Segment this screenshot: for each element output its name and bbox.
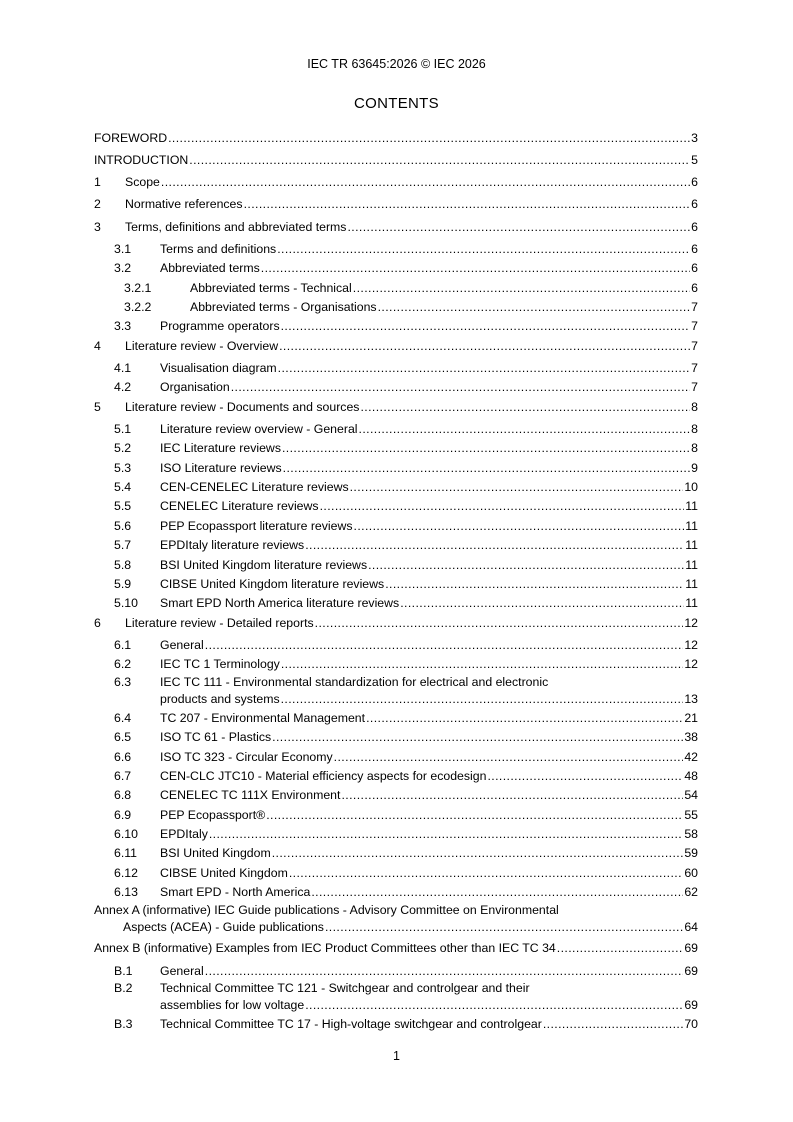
toc-entry-title: Terms, definitions and abbreviated terms (125, 219, 347, 234)
toc-entry-title: CENELEC TC 111X Environment (160, 788, 341, 803)
toc-leader-dots (261, 259, 690, 278)
toc-entry[interactable] (94, 536, 698, 555)
toc-entry[interactable] (94, 556, 698, 575)
toc-entry-title: PEP Ecopassport® (160, 807, 266, 822)
toc-entry-page: 59 (684, 846, 698, 861)
toc-entry[interactable] (94, 1015, 698, 1034)
toc-entry-number: 5.1 (114, 421, 132, 436)
toc-entry-line (114, 536, 698, 555)
toc-entry-page: 11 (685, 596, 698, 611)
toc-entry-line (114, 883, 698, 902)
toc-leader-dots (334, 748, 684, 767)
toc-leader-dots (205, 962, 684, 981)
toc-entry-title: Literature review - Detailed reports (125, 615, 314, 630)
toc-entry-title-continued: Aspects (ACEA) - Guide publications (123, 919, 324, 934)
toc-entry-page: 60 (684, 865, 698, 880)
toc-entry-line (114, 575, 698, 594)
toc-entry-title: FOREWORD (94, 130, 168, 145)
toc-entry-number: 3.2 (114, 261, 132, 276)
toc-entry[interactable] (94, 614, 698, 633)
toc-entry-page: 55 (684, 807, 698, 822)
toc-entry[interactable] (94, 575, 698, 594)
toc-entry-line (114, 864, 698, 883)
toc-leader-dots (305, 536, 684, 555)
toc-entry-title: CEN-CENELEC Literature reviews (160, 480, 349, 495)
toc-entry-line (114, 1015, 698, 1034)
toc-entry-line (114, 556, 698, 575)
toc-entry[interactable] (94, 675, 698, 709)
toc-entry-line (94, 173, 698, 192)
toc-entry-number: 6.3 (114, 674, 132, 689)
toc-entry-number: 6.1 (114, 637, 132, 652)
toc-leader-dots (543, 1015, 683, 1034)
toc-entry-title: CENELEC Literature reviews (160, 499, 319, 514)
toc-entry-title: Technical Committee TC 17 - High-voltage switchgear and controlgear (160, 1017, 542, 1031)
toc-entry-title: BSI United Kingdom literature reviews (160, 557, 368, 572)
toc-leader-dots (281, 655, 683, 674)
toc-leader-dots (347, 218, 690, 237)
toc-leader-dots (272, 728, 683, 747)
table-of-contents (94, 126, 698, 1034)
toc-entry-line (114, 786, 698, 805)
toc-entry-page: 6 (691, 219, 698, 234)
toc-entry-line (114, 728, 698, 747)
toc-entry-line (114, 806, 698, 825)
toc-entry-page: 69 (684, 941, 698, 956)
toc-entry-line (114, 748, 698, 767)
toc-entry-number: 5.7 (114, 538, 132, 553)
toc-leader-dots (281, 317, 691, 336)
toc-entry-page: 7 (691, 319, 698, 334)
toc-leader-dots (557, 939, 684, 958)
toc-entry-page: 12 (684, 615, 698, 630)
toc-entry-line (114, 962, 698, 981)
toc-entry-number: 6.8 (114, 788, 132, 803)
toc-entry-line (94, 195, 698, 214)
toc-leader-dots (311, 883, 683, 902)
document-header: IEC TR 63645:2026 © IEC 2026 (307, 57, 486, 71)
toc-entry-page: 7 (691, 380, 698, 395)
toc-entry-line (114, 655, 698, 674)
toc-entry-page: 6 (691, 261, 698, 276)
toc-entry-number: 6.12 (114, 865, 138, 880)
toc-entry[interactable] (94, 129, 698, 148)
toc-entry-page: 10 (684, 480, 698, 495)
toc-leader-dots (244, 195, 691, 214)
toc-entry-title: CEN-CLC JTC10 - Material efficiency aspects for ecodesign (160, 768, 487, 783)
toc-entry-page: 7 (691, 338, 698, 353)
toc-entry-page: 9 (691, 460, 698, 475)
toc-entry-title-line (94, 903, 698, 918)
toc-entry[interactable] (94, 981, 698, 1015)
toc-entry-line (114, 767, 698, 786)
toc-entry-number: B.1 (114, 963, 133, 978)
toc-leader-dots (315, 614, 684, 633)
toc-entry[interactable] (94, 240, 698, 259)
toc-leader-dots (168, 129, 690, 148)
toc-entry-number: 5 (94, 399, 101, 414)
page-number: 1 (393, 1049, 400, 1063)
toc-entry-page: 8 (691, 399, 698, 414)
toc-entry-page: 3 (691, 130, 698, 145)
toc-entry-number: 3 (94, 219, 101, 234)
toc-leader-dots (161, 173, 690, 192)
toc-leader-dots (305, 996, 683, 1015)
toc-entry-line (94, 129, 698, 148)
toc-entry-line (124, 298, 698, 317)
toc-leader-dots (279, 337, 690, 356)
toc-entry-page: 69 (684, 963, 698, 978)
toc-entry-line (114, 690, 698, 709)
toc-entry-title-line (114, 981, 698, 996)
toc-entry-page: 6 (691, 197, 698, 212)
toc-entry-number: 6.13 (114, 885, 138, 900)
toc-entry-line (114, 594, 698, 613)
contents-title: CONTENTS (354, 95, 439, 112)
toc-entry-line (114, 317, 698, 336)
toc-entry-title: Annex A (informative) IEC Guide publications - Advisory Committee on Environmental (94, 902, 559, 917)
toc-entry[interactable] (94, 378, 698, 397)
toc-entry[interactable] (94, 767, 698, 786)
toc-entry-title: Programme operators (160, 319, 280, 334)
toc-leader-dots (353, 279, 690, 298)
toc-entry-page: 54 (684, 788, 698, 803)
toc-entry-title-continued: assemblies for low voltage (160, 998, 305, 1012)
toc-entry[interactable] (94, 786, 698, 805)
toc-entry[interactable] (94, 151, 698, 170)
toc-entry-title: Literature review overview - General (160, 421, 358, 436)
toc-entry[interactable] (94, 864, 698, 883)
toc-entry[interactable] (94, 709, 698, 728)
toc-entry-number: 5.9 (114, 576, 132, 591)
toc-leader-dots (282, 439, 690, 458)
toc-entry-title: Terms and definitions (160, 241, 277, 256)
toc-entry-number: 5.3 (114, 460, 132, 475)
toc-leader-dots (487, 767, 683, 786)
toc-entry[interactable] (94, 317, 698, 336)
toc-entry-page: 11 (685, 557, 698, 572)
toc-entry-page: 6 (691, 241, 698, 256)
toc-entry-line (114, 459, 698, 478)
toc-entry-line (94, 398, 698, 417)
toc-entry[interactable] (94, 517, 698, 536)
toc-entry[interactable] (94, 439, 698, 458)
toc-entry-page: 8 (691, 441, 698, 456)
toc-entry-number: B.2 (114, 981, 133, 995)
toc-entry-page: 7 (691, 360, 698, 375)
toc-entry-line (114, 439, 698, 458)
toc-entry-number: 3.3 (114, 319, 132, 334)
toc-leader-dots (272, 844, 684, 863)
toc-entry-line (114, 497, 698, 516)
toc-leader-dots (266, 806, 683, 825)
toc-entry-number: 3.2.1 (124, 280, 152, 295)
toc-entry[interactable] (94, 655, 698, 674)
toc-entry-line (114, 478, 698, 497)
toc-entry-number: 6.9 (114, 807, 132, 822)
toc-entry-number: B.3 (114, 1017, 133, 1031)
toc-entry-page: 11 (685, 576, 698, 591)
toc-entry-title: ISO TC 61 - Plastics (160, 730, 272, 745)
toc-entry-page: 8 (691, 421, 698, 436)
toc-entry[interactable] (94, 218, 698, 237)
toc-entry-line (114, 359, 698, 378)
toc-entry-page: 12 (684, 657, 698, 672)
toc-entry-title: Visualisation diagram (160, 360, 277, 375)
toc-leader-dots (325, 918, 683, 937)
toc-entry[interactable] (94, 844, 698, 863)
toc-entry-page: 6 (691, 175, 698, 190)
toc-entry-page: 12 (684, 637, 698, 652)
toc-entry-number: 6.6 (114, 749, 132, 764)
toc-entry-title: CIBSE United Kingdom literature reviews (160, 576, 385, 591)
toc-entry-line (114, 709, 698, 728)
toc-entry[interactable] (94, 903, 698, 937)
toc-entry-page: 42 (684, 749, 698, 764)
toc-entry[interactable] (94, 459, 698, 478)
toc-leader-dots (354, 517, 685, 536)
toc-entry-line (114, 636, 698, 655)
toc-entry-line (114, 517, 698, 536)
toc-entry-title: General (160, 637, 204, 652)
toc-entry-page: 6 (691, 280, 698, 295)
toc-entry-line (114, 378, 698, 397)
toc-entry-page: 58 (684, 827, 698, 842)
toc-entry[interactable] (94, 173, 698, 192)
toc-entry-line (114, 844, 698, 863)
toc-leader-dots (277, 240, 690, 259)
toc-leader-dots (359, 420, 691, 439)
toc-entry-number: 6.7 (114, 768, 132, 783)
toc-leader-dots (385, 575, 684, 594)
toc-entry[interactable] (94, 748, 698, 767)
toc-entry-title: Annex B (informative) Examples from IEC Product Committees other than IEC TC 34 (94, 941, 556, 956)
toc-entry-page: 62 (684, 885, 698, 900)
toc-entry-number: 1 (94, 175, 101, 190)
toc-entry-number: 6.5 (114, 730, 132, 745)
toc-entry-line (94, 939, 698, 958)
toc-leader-dots (205, 636, 684, 655)
toc-entry-title: Abbreviated terms - Organisations (190, 299, 377, 314)
toc-leader-dots (350, 478, 684, 497)
toc-leader-dots (283, 459, 691, 478)
toc-entry[interactable] (94, 594, 698, 613)
toc-entry-title: Abbreviated terms (160, 261, 260, 276)
toc-leader-dots (281, 690, 684, 709)
toc-leader-dots (366, 709, 683, 728)
toc-entry-number: 6.11 (114, 846, 138, 861)
toc-leader-dots (189, 151, 690, 170)
toc-entry[interactable] (94, 883, 698, 902)
toc-entry-number: 5.6 (114, 518, 132, 533)
toc-entry-title-continued: products and systems (160, 691, 280, 706)
toc-entry[interactable] (94, 195, 698, 214)
toc-entry[interactable] (94, 728, 698, 747)
toc-entry-number: 6 (94, 615, 101, 630)
toc-entry-page: 48 (684, 768, 698, 783)
toc-entry-line (114, 825, 698, 844)
toc-entry-title: EPDItaly literature reviews (160, 538, 305, 553)
toc-leader-dots (360, 398, 690, 417)
toc-entry-title: TC 207 - Environmental Management (160, 710, 366, 725)
toc-entry-title: ISO Literature reviews (160, 460, 282, 475)
toc-entry[interactable] (94, 420, 698, 439)
toc-entry-title: Abbreviated terms - Technical (190, 280, 352, 295)
toc-entry[interactable] (94, 806, 698, 825)
toc-entry[interactable] (94, 939, 698, 958)
toc-entry-title-line (114, 675, 698, 690)
toc-entry-number: 5.5 (114, 499, 132, 514)
toc-entry[interactable] (94, 398, 698, 417)
toc-entry-page: 11 (685, 538, 698, 553)
toc-entry[interactable] (94, 962, 698, 981)
toc-entry[interactable] (94, 497, 698, 516)
toc-leader-dots (400, 594, 684, 613)
toc-entry-page: 11 (685, 499, 698, 514)
toc-entry-line (124, 279, 698, 298)
toc-entry[interactable] (94, 636, 698, 655)
toc-entry-number: 6.10 (114, 827, 138, 842)
toc-entry-page: 11 (685, 518, 698, 533)
toc-entry-title: IEC Literature reviews (160, 441, 281, 456)
toc-entry-title: Normative references (125, 197, 243, 212)
toc-entry-title: Scope (125, 175, 160, 190)
toc-entry-page: 21 (684, 710, 698, 725)
toc-entry-page: 38 (684, 730, 698, 745)
toc-entry-number: 4 (94, 338, 101, 353)
toc-entry-title: Smart EPD - North America (160, 885, 311, 900)
toc-entry-title: Organisation (160, 380, 230, 395)
toc-entry-number: 6.2 (114, 657, 132, 672)
toc-entry-title: INTRODUCTION (94, 152, 189, 167)
toc-entry-title: IEC TC 1 Terminology (160, 657, 280, 672)
toc-entry[interactable] (94, 825, 698, 844)
toc-leader-dots (378, 298, 691, 317)
toc-entry-line (94, 337, 698, 356)
toc-entry-number: 4.2 (114, 380, 132, 395)
toc-entry-title: ISO TC 323 - Circular Economy (160, 749, 333, 764)
toc-entry-number: 6.4 (114, 710, 132, 725)
toc-entry-title: EPDItaly (160, 827, 208, 842)
toc-leader-dots (320, 497, 685, 516)
toc-entry-line (94, 614, 698, 633)
toc-leader-dots (209, 825, 683, 844)
toc-entry-number: 5.2 (114, 441, 132, 456)
toc-entry-title: General (160, 963, 204, 978)
toc-entry[interactable] (94, 359, 698, 378)
toc-entry-number: 5.4 (114, 480, 132, 495)
toc-entry-title: IEC TC 111 - Environmental standardization for electrical and electronic (160, 674, 549, 689)
toc-leader-dots (289, 864, 683, 883)
toc-entry[interactable] (94, 478, 698, 497)
toc-entry-line (94, 218, 698, 237)
toc-entry-title: BSI United Kingdom (160, 846, 271, 861)
toc-entry-title: CIBSE United Kingdom (160, 865, 288, 880)
toc-entry-number: 5.10 (114, 596, 138, 611)
toc-entry-number: 3.2.2 (124, 299, 152, 314)
toc-entry-title: Literature review - Documents and sources (125, 399, 360, 414)
toc-entry-page: 70 (684, 1017, 698, 1031)
toc-entry-line (114, 420, 698, 439)
toc-leader-dots (368, 556, 684, 575)
toc-entry-line (114, 996, 698, 1015)
toc-entry-title: PEP Ecopassport literature reviews (160, 518, 353, 533)
toc-entry-number: 5.8 (114, 557, 132, 572)
toc-entry-title: Technical Committee TC 121 - Switchgear and controlgear and their (160, 981, 530, 995)
toc-entry-number: 3.1 (114, 241, 132, 256)
toc-entry-title: Smart EPD North America literature reviews (160, 596, 400, 611)
toc-entry-page: 5 (691, 152, 698, 167)
toc-entry-number: 4.1 (114, 360, 132, 375)
toc-entry-title: Literature review - Overview (125, 338, 279, 353)
toc-entry-line (114, 259, 698, 278)
toc-entry[interactable] (94, 298, 698, 317)
toc-entry-line (94, 151, 698, 170)
toc-entry[interactable] (94, 337, 698, 356)
toc-entry-page: 7 (691, 299, 698, 314)
toc-entry-page: 64 (684, 919, 698, 934)
toc-entry-page: 13 (684, 691, 698, 706)
toc-entry-line (94, 918, 698, 937)
toc-leader-dots (231, 378, 690, 397)
toc-entry-page: 69 (684, 998, 698, 1012)
toc-entry-number: 2 (94, 197, 101, 212)
toc-leader-dots (278, 359, 690, 378)
toc-entry[interactable] (94, 279, 698, 298)
toc-entry-line (114, 240, 698, 259)
toc-leader-dots (341, 786, 683, 805)
toc-entry[interactable] (94, 259, 698, 278)
